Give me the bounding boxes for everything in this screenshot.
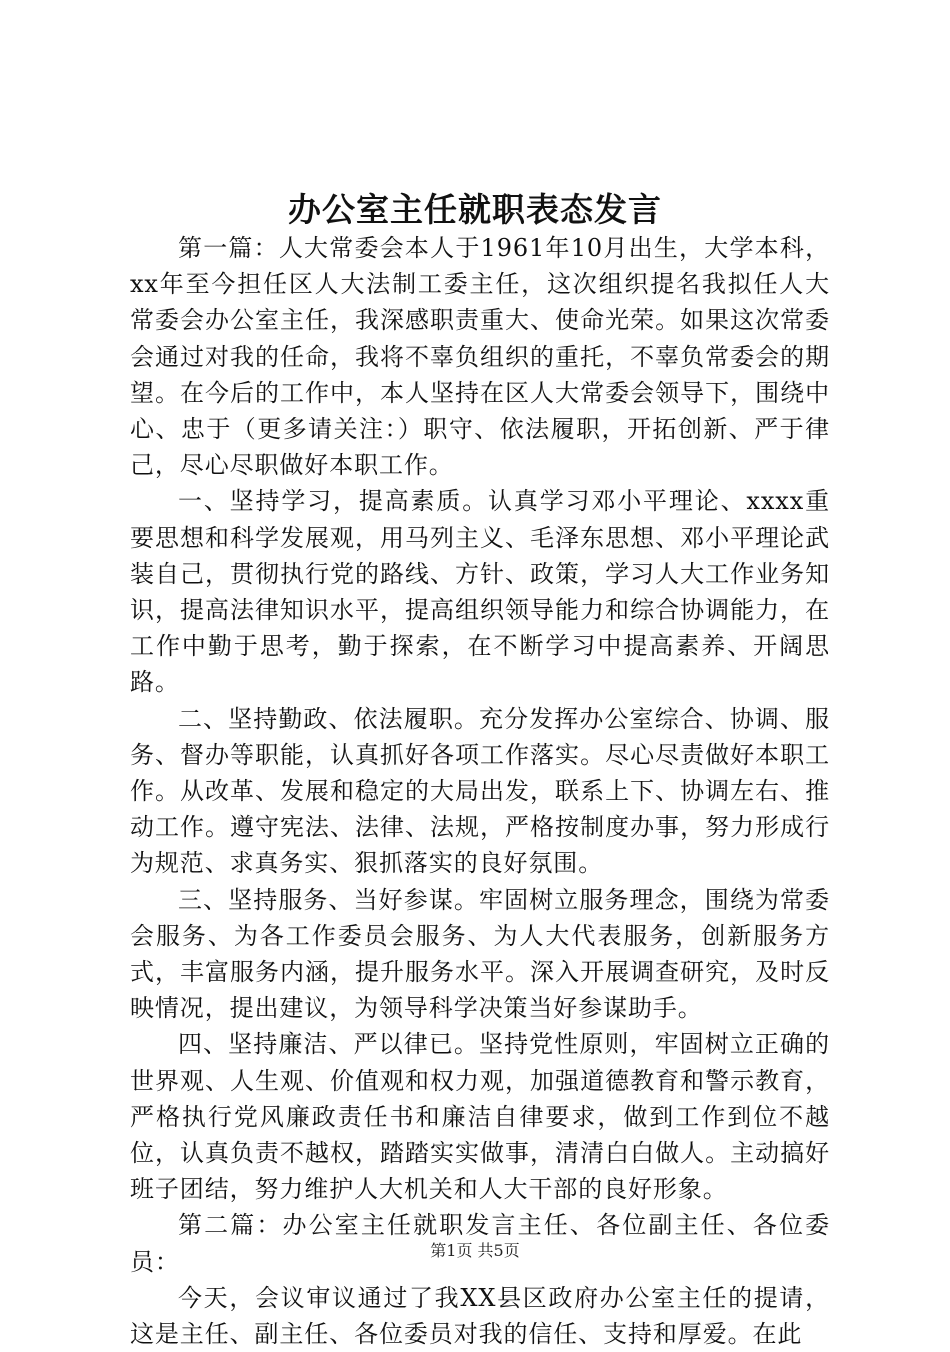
paragraph-4: 三、坚持服务、当好参谋。牢固树立服务理念，围绕为常委会服务、为各工作委员会服务、为人大代表服务，创新服务方式，丰富服务内涵，提升服务水平。深入开展调查研究，及时反映情况，提出建议，为领导科学决策当好参谋助手。	[130, 885, 830, 1023]
document-body	[130, 230, 830, 1352]
paragraph-5: 四、坚持廉洁、严以律已。坚持党性原则，牢固树立正确的世界观、人生观、价值观和权力观，加强道德教育和警示教育，严格执行党风廉政责任书和廉洁自律要求，做到工作到位不越位，认真负责不越权，踏踏实实做事，清清白白做人。主动搞好班子团结，努力维护人大机关和人大干部的良好形象。	[130, 1030, 830, 1204]
paragraph-1: 第一篇：人大常委会本人于1961年10月出生，大学本科，xx年至今担任区人大法制工委主任，这次组织提名我拟任人大常委会办公室主任，我深感职责重大、使命光荣。如果这次常委会通过对我的任命，我将不辜负组织的重托，不辜负常委会的期望。在今后的工作中，本人坚持在区人大常委会领导下，围绕中心、忠于（更多请关注：）职守、依法履职，开拓创新、严于律己，尽心尽职做好本职工作。	[130, 234, 830, 480]
page-footer: 第1页 共5页	[430, 1241, 520, 1260]
paragraph-3: 二、坚持勤政、依法履职。充分发挥办公室综合、协调、服务、督办等职能，认真抓好各项工作落实。尽心尽责做好本职工作。从改革、发展和稳定的大局出发，联系上下、协调左右、推动工作。遵守宪法、法律、法规，严格按制度办事，努力形成行为规范、求真务实、狠抓落实的良好氛围。	[130, 704, 830, 878]
document-title: 办公室主任就职表态发言	[288, 190, 662, 229]
paragraph-7: 今天，会议审议通过了我XX县区政府办公室主任的提请，这是主任、副主任、各位委员对我的信任、支持和厚爱。在此	[130, 1283, 830, 1349]
paragraph-2: 一、坚持学习，提高素质。认真学习邓小平理论、xxxx重要思想和科学发展观，用马列主义、毛泽东思想、邓小平理论武装自己，贯彻执行党的路线、方针、政策，学习人大工作业务知识，提高法律知识水平，提高组织领导能力和综合协调能力，在工作中勤于思考，勤于探索，在不断学习中提高素养、开阔思路。	[130, 487, 830, 697]
paragraph-6: 第二篇：办公室主任就职发言主任、各位副主任、各位委员：	[130, 1211, 830, 1276]
